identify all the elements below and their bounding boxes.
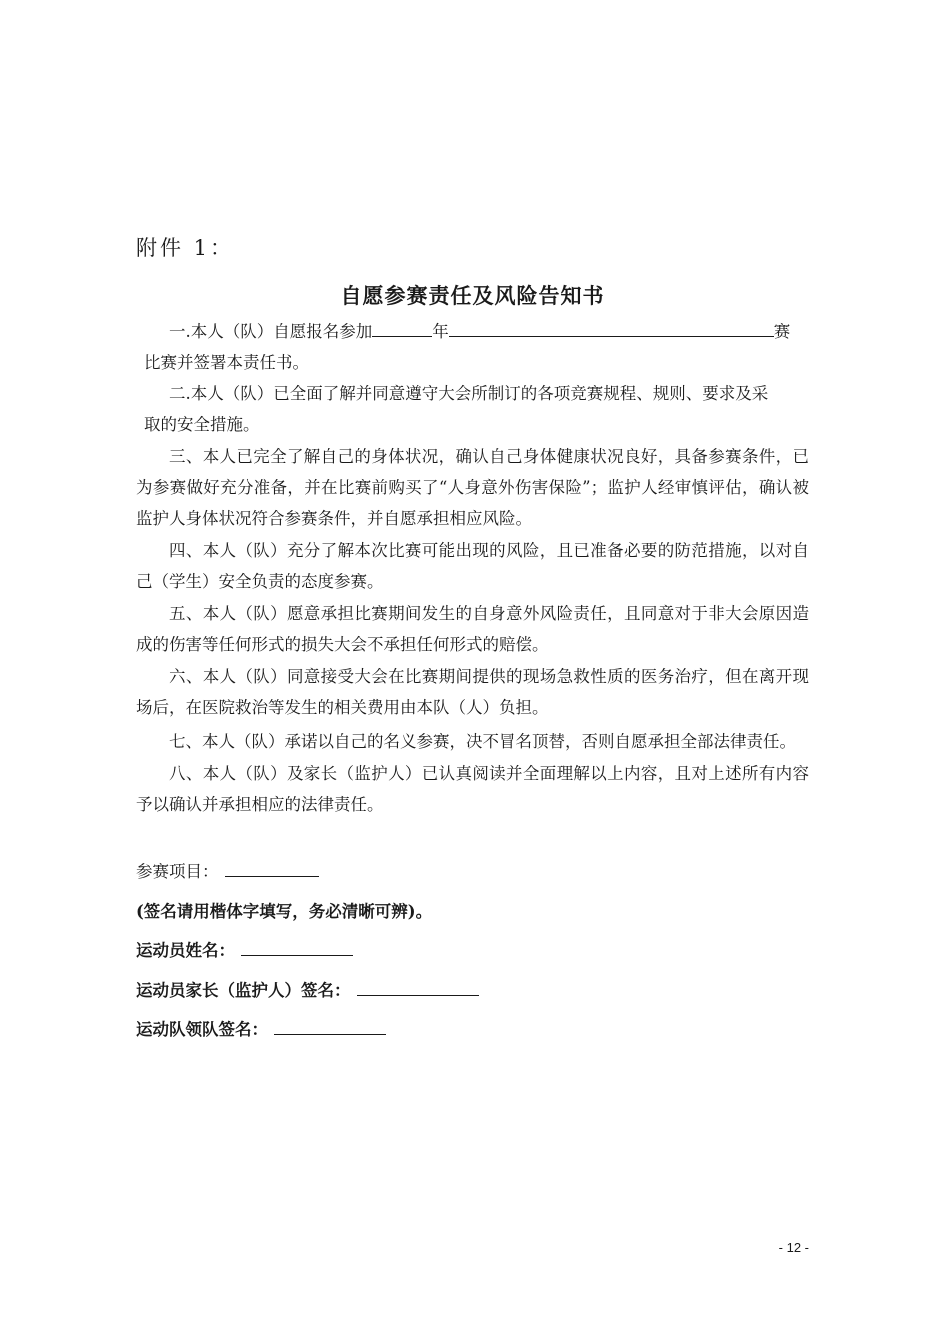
event-input-line[interactable] <box>225 858 319 877</box>
event-name-blank[interactable] <box>449 318 774 337</box>
year-blank[interactable] <box>372 318 432 337</box>
clause-4: 四、本人（队）充分了解本次比赛可能出现的风险，且已准备必要的防范措施，以对自己（学生）安全负责的态度参赛。 <box>136 541 809 591</box>
athlete-name-line[interactable] <box>241 937 353 956</box>
athlete-name-label: 运动员姓名： <box>136 941 235 960</box>
page-number: - 12 - <box>778 1240 809 1255</box>
clause-1-text-c: 赛 <box>773 322 791 341</box>
document-title: 自愿参赛责任及风险告知书 <box>340 283 605 308</box>
clause-1-text-a: 一.本人（队）自愿报名参加 <box>169 322 373 341</box>
clause-2-text: 二.本人（队）已全面了解并同意遵守大会所制订的各项竞赛规程、规则、要求及采 <box>169 384 769 403</box>
leader-sign-line[interactable] <box>274 1016 386 1035</box>
clause-7: 七、本人（队）承诺以自己的名义参赛，决不冒名顶替，否则自愿承担全部法律责任。 <box>169 732 796 751</box>
guardian-sign-line[interactable] <box>357 977 479 996</box>
athlete-name-field <box>136 937 353 961</box>
clause-8: 八、本人（队）及家长（监护人）已认真阅读并全面理解以上内容，且对上述所有内容予以确认并承担相应的法律责任。 <box>136 764 809 814</box>
clause-2-cont: 取的安全措施。 <box>144 415 260 434</box>
clause-6: 六、本人（队）同意接受大会在比赛期间提供的现场急救性质的医务治疗，但在离开现场后，在医院救治等发生的相关费用由本队（人）负担。 <box>136 667 809 717</box>
clause-1 <box>136 316 809 378</box>
signature-note: (签名请用楷体字填写，务必清晰可辨)。 <box>136 902 433 921</box>
event-label: 参赛项目： <box>136 862 219 881</box>
leader-sign-field <box>136 1016 386 1040</box>
clause-5: 五、本人（队）愿意承担比赛期间发生的自身意外风险责任，且同意对于非大会原因造成的伤害等任何形式的损失大会不承担任何形式的赔偿。 <box>136 604 809 654</box>
guardian-sign-field <box>136 977 479 1001</box>
clause-1-text-d: 比赛并签署本责任书。 <box>144 353 309 372</box>
guardian-sign-label: 运动员家长（监护人）签名： <box>136 981 351 1000</box>
clause-2 <box>136 378 809 440</box>
attachment-label: 附件 1： <box>136 236 235 260</box>
clause-3: 三、本人已完全了解自己的身体状况，确认自己身体健康状况良好，具备参赛条件，已为参赛做好充分准备，并在比赛前购买了“人身意外伤害保险”；监护人经审慎评估，确认被监护人身体状况符合参赛条件，并自愿承担相应风险。 <box>136 447 809 528</box>
event-field <box>136 858 319 882</box>
clause-1-text-b: 年 <box>432 322 449 341</box>
leader-sign-label: 运动队领队签名： <box>136 1020 268 1039</box>
